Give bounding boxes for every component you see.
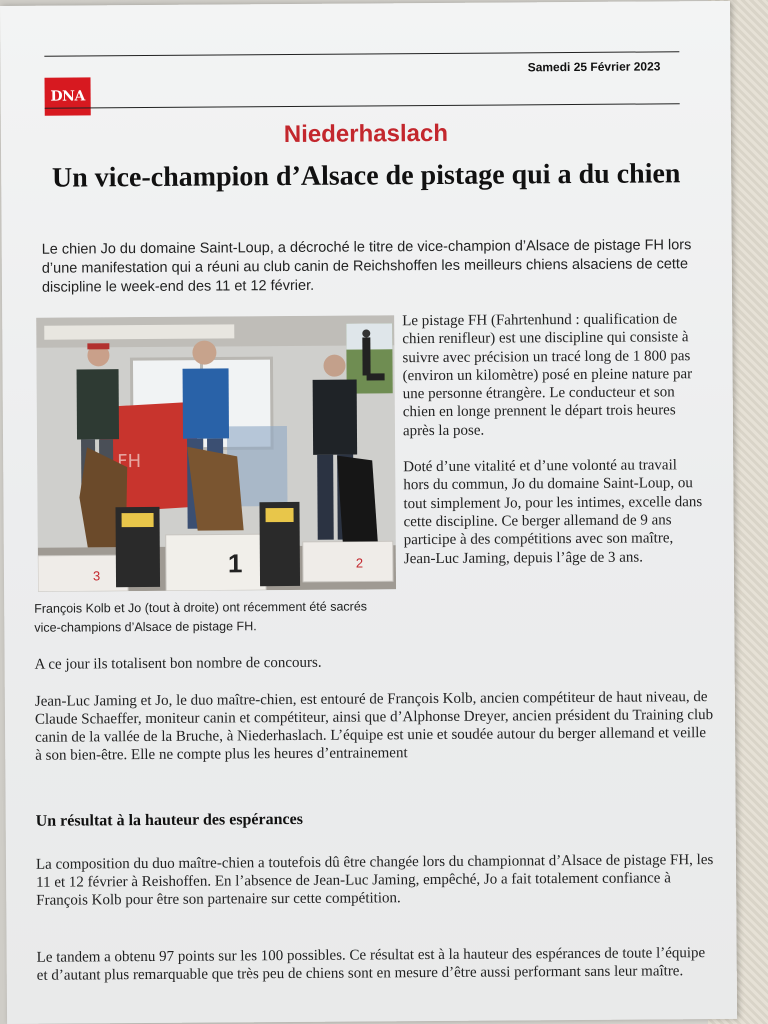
article-headline: Un vice-champion d’Alsace de pistage qui a du chien bbox=[51, 158, 681, 194]
article-kicker: Niederhaslach bbox=[283, 119, 449, 149]
podium-number-3: 3 bbox=[92, 568, 101, 584]
photo-caption: François Kolb et Jo (tout à droite) ont récemment été sacrés vice-champions d’Alsace de pistage FH. bbox=[34, 599, 368, 635]
podium-photo bbox=[36, 315, 396, 591]
result-paragraph: Le tandem a obtenu 97 points sur les 100 possibles. Ce résultat est à la hauteur des espérances de toute l’équipe et d’autant plus remarquable que très peu de chiens sont en mesure d’être aussi performant sans leur maître. bbox=[36, 945, 706, 984]
svg-text:FH: FH bbox=[117, 451, 142, 473]
body-paragraph: Jean-Luc Jaming et Jo, le duo maître-chien, est entouré de François Kolb, ancien compétiteur de haut niveau, de Claude Schaeffer, moniteur canin et compétiteur, ainsi que d’Alphonse Dreyer, ancien président du Training club canin de la vallée de la Bruche, à Niederhaslach. L’équipe est unie et soudée autour du berger allemand et veille à son bien-être. Elle ne compte plus les heures d’entrainement bbox=[34, 689, 714, 764]
right-column bbox=[402, 310, 704, 586]
podium-number-1: 1 bbox=[227, 548, 243, 579]
newspaper-clipping bbox=[0, 1, 737, 1024]
column-paragraph: Doté d’une vitalité et d’une volonté au travail hors du commun, Jo du domaine Saint-Loup, ou tout simplement Jo, pour les intimes, excelle dans cette discipline. Ce berger allemand de 9 ans participe à des compétitions avec son maître, Jean-Luc Jaming, depuis l’âge de 3 ans. bbox=[403, 457, 703, 567]
podium-photo-illustration bbox=[36, 315, 396, 591]
article-subheading: Un résultat à la hauteur des espérances bbox=[35, 810, 303, 830]
result-paragraph: La composition du duo maître-chien a toutefois dû être changée lors du championnat d’Alsace de pistage FH, les 11 et 12 février à Reishoffen. En l’absence de Jean-Luc Jaming, empêché, Jo a fait totalement confiance à François Kolb pour être son partenaire sur cette compétition. bbox=[35, 852, 714, 909]
dna-logo: DNA bbox=[45, 77, 91, 115]
column-paragraph: Le pistage FH (Fahrtenhund : qualification de chien renifleur) est une discipline qui consiste à suivre avec précision un tracé long de 1 800 pas (environ un kilomètre) posé en pleine nature par une personne étrangère. Le conducteur et son chien en longe prennent le départ trois heures après la pose. bbox=[402, 311, 693, 439]
podium-number-2: 2 bbox=[355, 555, 364, 571]
header-rule bbox=[45, 103, 680, 108]
body-paragraph: A ce jour ils totalisent bon nombre de concours. bbox=[34, 654, 322, 673]
publication-date: Samedi 25 Février 2023 bbox=[527, 59, 661, 75]
top-rule bbox=[44, 51, 679, 56]
article-lead: Le chien Jo du domaine Saint-Loup, a décroché le titre de vice-champion d’Alsace de pistage FH lors d’une manifestation qui a réuni au club canin de Reichshoffen les meilleurs chiens alsaciens de cette discipline le week-end des 11 et 12 février. bbox=[41, 237, 692, 296]
